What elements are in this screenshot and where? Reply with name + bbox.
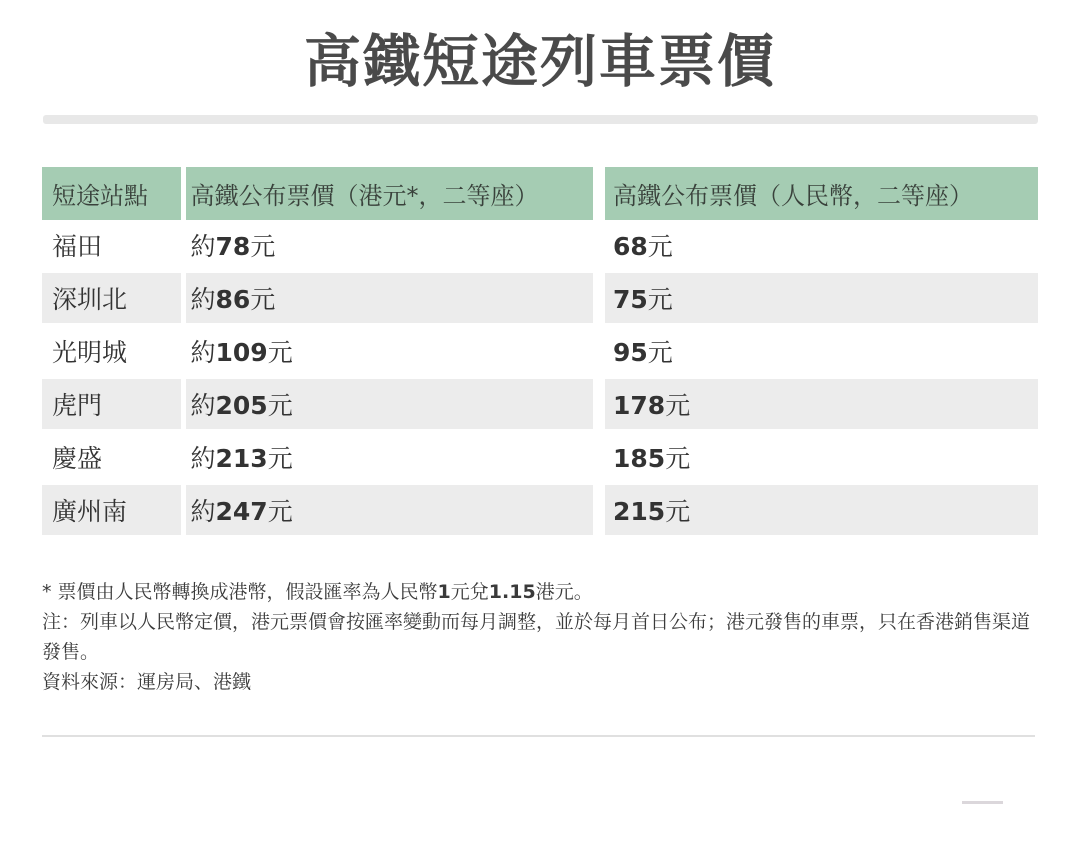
rmb-fare-cell: 68元: [599, 220, 1038, 272]
fare-table-body: [42, 220, 1038, 537]
rmb-fare-cell: 95元: [599, 325, 1038, 378]
table-row: [42, 431, 1038, 484]
col-header-hkd-fare: 高鐵公布票價（港元*，二等座）: [183, 167, 599, 220]
fare-table-header: [42, 167, 1038, 220]
table-row: [42, 484, 1038, 537]
footnotes: [42, 577, 1038, 697]
bottom-divider: [42, 735, 1035, 737]
col-header-station: 短途站點: [42, 167, 183, 220]
rmb-fare-cell: 178元: [599, 378, 1038, 431]
table-row: [42, 378, 1038, 431]
table-row: [42, 272, 1038, 325]
station-cell: 慶盛: [42, 431, 183, 484]
rmb-fare-cell: 185元: [599, 431, 1038, 484]
header-row: [42, 167, 1038, 220]
station-cell: 廣州南: [42, 484, 183, 537]
station-cell: 福田: [42, 220, 183, 272]
title-underline-bar: [43, 115, 1038, 124]
hkd-fare-cell: 約78元: [183, 220, 599, 272]
rmb-fare-cell: 215元: [599, 484, 1038, 537]
footnote-exchange-rate: * 票價由人民幣轉換成港幣，假設匯率為人民幣1元兌1.15港元。: [42, 581, 593, 603]
table-row: [42, 325, 1038, 378]
station-cell: 虎門: [42, 378, 183, 431]
table-row: [42, 220, 1038, 272]
rmb-fare-cell: 75元: [599, 272, 1038, 325]
hkd-fare-cell: 約205元: [183, 378, 599, 431]
hkd-fare-cell: 約213元: [183, 431, 599, 484]
hkd-fare-cell: 約109元: [183, 325, 599, 378]
footnote-pricing-rule: 注：列車以人民幣定價，港元票價會按匯率變動而每月調整，並於每月首日公布；港元發售的車票，只在香港銷售渠道發售。: [42, 611, 1031, 663]
hkd-fare-cell: 約247元: [183, 484, 599, 537]
page-title: 高鐵短途列車票價: [304, 29, 776, 95]
footnote-source: 資料來源：運房局、港鐵: [42, 671, 252, 693]
station-cell: 深圳北: [42, 272, 183, 325]
watermark-dash: [962, 801, 1003, 804]
fare-table: [42, 167, 1038, 538]
hkd-fare-cell: 約86元: [183, 272, 599, 325]
col-header-rmb-fare: 高鐵公布票價（人民幣，二等座）: [599, 167, 1038, 220]
station-cell: 光明城: [42, 325, 183, 378]
